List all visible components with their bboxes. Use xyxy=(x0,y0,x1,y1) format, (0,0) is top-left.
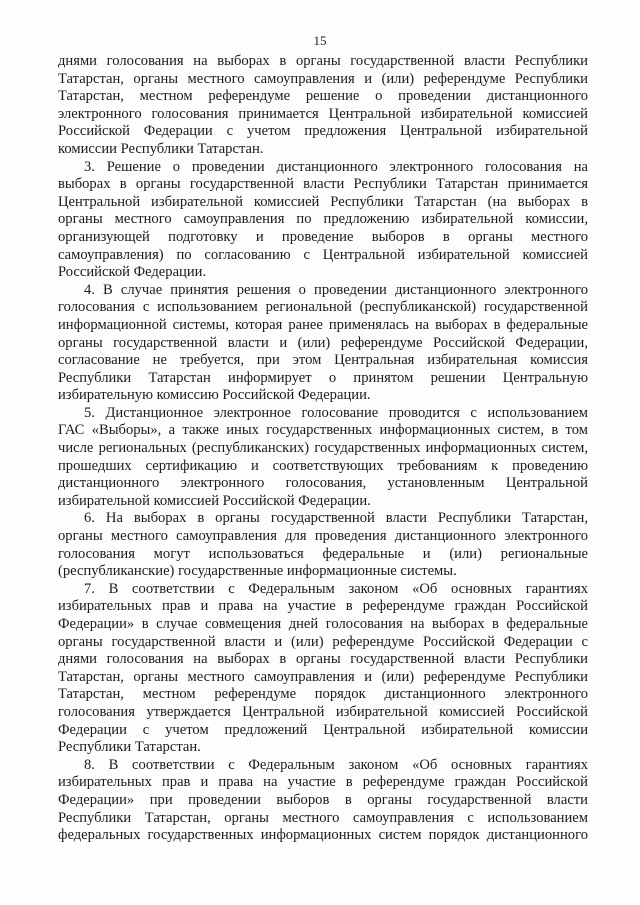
paragraph xyxy=(58,757,588,845)
text-line: органы государственной власти и (или) референдуме Российской Федерации с xyxy=(58,633,588,650)
text-line: голосования с использованием региональной (республиканской) государственной xyxy=(58,299,588,316)
text-line: Татарстан, органы местного самоуправления и (или) референдуме Республики xyxy=(58,668,588,685)
text-line: прошедших сертификацию и соответствующих требованиям к проведению xyxy=(58,457,588,474)
text-line: электронного голосования принимается Центральной избирательной комиссией xyxy=(58,105,588,122)
text-line: 3. Решение о проведении дистанционного электронного голосования на xyxy=(84,158,588,175)
page-number: 15 xyxy=(313,33,327,48)
text-line: Республики Татарстан информирует о принятом решении Центральную xyxy=(58,369,588,386)
text-line: избирательных прав и права на участие в референдуме граждан Российской xyxy=(58,598,588,615)
text-line: Российской Федерации с учетом предложения Центральной избирательной xyxy=(58,123,588,140)
text-line: Федерации с учетом предложений Центральной избирательной комиссии xyxy=(58,721,588,738)
text-line: Татарстан, органы местного самоуправления и (или) референдуме Республики xyxy=(58,70,588,87)
text-line: органы государственной власти и (или) референдуме Российской Федерации, xyxy=(58,334,588,351)
paragraph xyxy=(58,53,588,159)
text-line: информационной системы, которая ранее применялась на выборах в федеральные xyxy=(58,316,588,333)
text-line: Республики Татарстан. xyxy=(58,739,201,756)
text-line: выборах в органы государственной власти Республики Татарстан принимается xyxy=(58,176,588,193)
paragraph xyxy=(58,405,588,511)
document-body xyxy=(58,53,588,845)
text-line: Татарстан, местном референдуме решение о проведении дистанционного xyxy=(58,88,588,105)
text-line: 8. В соответствии с Федеральным законом «Об основных гарантиях xyxy=(84,756,588,773)
text-line: ГАС «Выборы», а также иных государственных информационных систем, в том xyxy=(58,422,588,439)
text-line: самоуправления) по согласованию с Центральной избирательной комиссией xyxy=(58,246,588,263)
text-line: дистанционного электронного голосования, установленным Центральной xyxy=(58,475,588,492)
text-line: избирательной комиссией Российской Федерации. xyxy=(58,492,371,509)
text-line: согласование не требуется, при этом Центральная избирательная комиссия xyxy=(58,352,588,369)
text-line: числе региональных (республиканских) государственных информационных систем, xyxy=(58,440,588,457)
text-line: органы местного самоуправления для проведения дистанционного электронного xyxy=(58,528,588,545)
text-line: Республики Татарстан, органы местного самоуправления с использованием xyxy=(58,809,588,826)
text-line: избирательных прав и права на участие в референдуме граждан Российской xyxy=(58,774,588,791)
text-line: органы местного самоуправления по предложению избирательной комиссии, xyxy=(58,211,588,228)
text-line: 5. Дистанционное электронное голосование проводится с использованием xyxy=(84,404,588,421)
text-line: Татарстан, местном референдуме порядок дистанционного электронного xyxy=(58,686,588,703)
text-line: Российской Федерации. xyxy=(58,264,207,281)
text-line: Федерации» в случае совмещения дней голосования на выборах в федеральные xyxy=(58,616,588,632)
paragraph xyxy=(58,159,588,282)
text-line: организующей подготовку и проведение выборов в органы местного xyxy=(58,228,588,245)
paragraph xyxy=(58,510,588,580)
paragraph xyxy=(58,581,588,757)
text-line: днями голосования на выборах в органы государственной власти Республики xyxy=(58,53,588,69)
text-line: голосования утверждается Центральной избирательной комиссией Российской xyxy=(58,703,588,720)
text-line: 4. В случае принятия решения о проведении дистанционного электронного xyxy=(84,281,588,298)
paragraph xyxy=(58,282,588,405)
text-line: избирательную комиссию Российской Федерации. xyxy=(58,387,371,404)
text-line: комиссии Республики Татарстан. xyxy=(58,140,264,157)
text-line: голосования могут использоваться федеральные и (или) региональные xyxy=(58,545,588,562)
text-line: 7. В соответствии с Федеральным законом «Об основных гарантиях xyxy=(84,580,588,597)
text-line: федеральных государственных информационных систем порядок дистанционного xyxy=(58,827,588,844)
text-line: 6. На выборах в органы государственной власти Республики Татарстан, xyxy=(84,510,588,527)
text-line: Центральной избирательной комиссией Республики Татарстан (на выборах в xyxy=(58,193,588,210)
text-line: днями голосования на выборах в органы государственной власти Республики xyxy=(58,651,588,668)
text-line: Федерации» при проведении выборов в органы государственной власти xyxy=(58,791,588,808)
text-line: (республиканские) государственные информационные системы. xyxy=(58,563,457,580)
